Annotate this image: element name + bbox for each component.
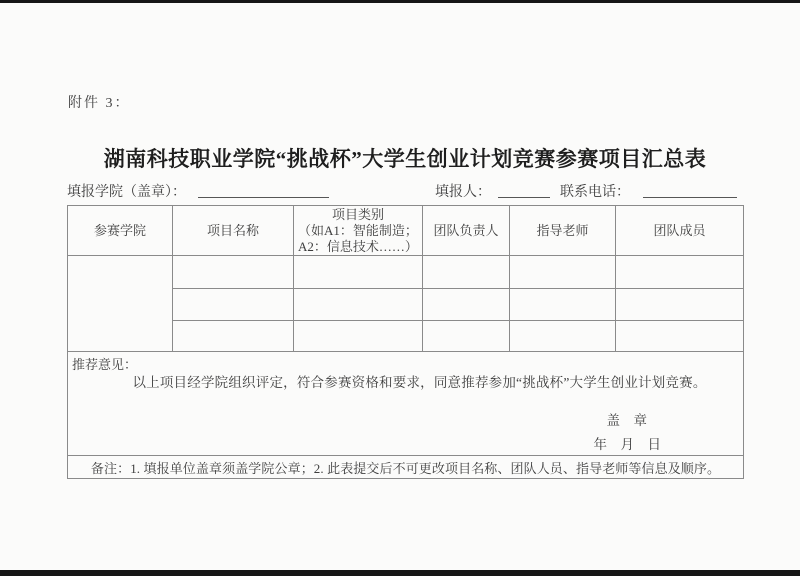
cell-advisor bbox=[510, 289, 616, 321]
col-header-category bbox=[294, 206, 423, 256]
cell-team-leader bbox=[423, 256, 510, 289]
seal-placeholder: 盖 章 bbox=[606, 413, 647, 428]
col-header-college: 参赛学院 bbox=[68, 206, 173, 256]
cell-category bbox=[294, 321, 423, 352]
college-field-label: 填报学院（盖章）： bbox=[67, 185, 186, 200]
cell-project-name bbox=[173, 289, 294, 321]
scan-edge-top bbox=[0, 0, 800, 3]
table-row bbox=[68, 256, 744, 289]
cell-advisor bbox=[510, 256, 616, 289]
filler-field-blank bbox=[498, 180, 550, 198]
col-header-advisor: 指导老师 bbox=[510, 206, 616, 256]
scan-edge-bottom bbox=[0, 570, 800, 576]
phone-field-blank bbox=[643, 180, 737, 198]
page-title: 湖南科技职业学院“挑战杯”大学生创业计划竞赛参赛项目汇总表 bbox=[103, 147, 707, 171]
cell-project-name bbox=[173, 256, 294, 289]
cell-category bbox=[294, 256, 423, 289]
attachment-label: 附件 3： bbox=[68, 96, 131, 111]
form-header-line bbox=[0, 180, 800, 202]
col-header-category-title: 项目类别 bbox=[331, 206, 384, 222]
cell-team-leader bbox=[423, 289, 510, 321]
cell-advisor bbox=[510, 321, 616, 352]
col-header-project-name: 项目名称 bbox=[173, 206, 294, 256]
cell-college-merged bbox=[68, 256, 173, 352]
recommendation-row bbox=[68, 352, 744, 456]
filler-field-label: 填报人： bbox=[435, 185, 491, 200]
remarks-text: 备注：1. 填报单位盖章须盖学院公章；2. 此表提交后不可更改项目名称、团队人员、指导老师等信息及顺序。 bbox=[68, 456, 744, 479]
col-header-category-line3: A2：信息技术……） bbox=[298, 238, 418, 254]
col-header-team-leader: 团队负责人 bbox=[423, 206, 510, 256]
cell-team-members bbox=[616, 289, 744, 321]
phone-field-label: 联系电话： bbox=[560, 185, 630, 200]
recommendation-label: 推荐意见： bbox=[72, 357, 138, 372]
table-header-row bbox=[68, 206, 744, 256]
summary-table bbox=[67, 205, 744, 479]
recommendation-statement: 以上项目经学院组织评定，符合参赛资格和要求，同意推荐参加“挑战杯”大学生创业计划竞赛。 bbox=[132, 375, 707, 390]
cell-team-members bbox=[616, 256, 744, 289]
date-placeholder: 年 月 日 bbox=[593, 437, 661, 452]
college-field-blank bbox=[198, 180, 329, 198]
cell-project-name bbox=[173, 321, 294, 352]
col-header-team-members: 团队成员 bbox=[616, 206, 744, 256]
recommendation-cell bbox=[68, 352, 744, 456]
cell-team-members bbox=[616, 321, 744, 352]
cell-category bbox=[294, 289, 423, 321]
col-header-category-line2: （如A1：智能制造； bbox=[298, 222, 418, 238]
remarks-row bbox=[68, 456, 744, 479]
cell-team-leader bbox=[423, 321, 510, 352]
